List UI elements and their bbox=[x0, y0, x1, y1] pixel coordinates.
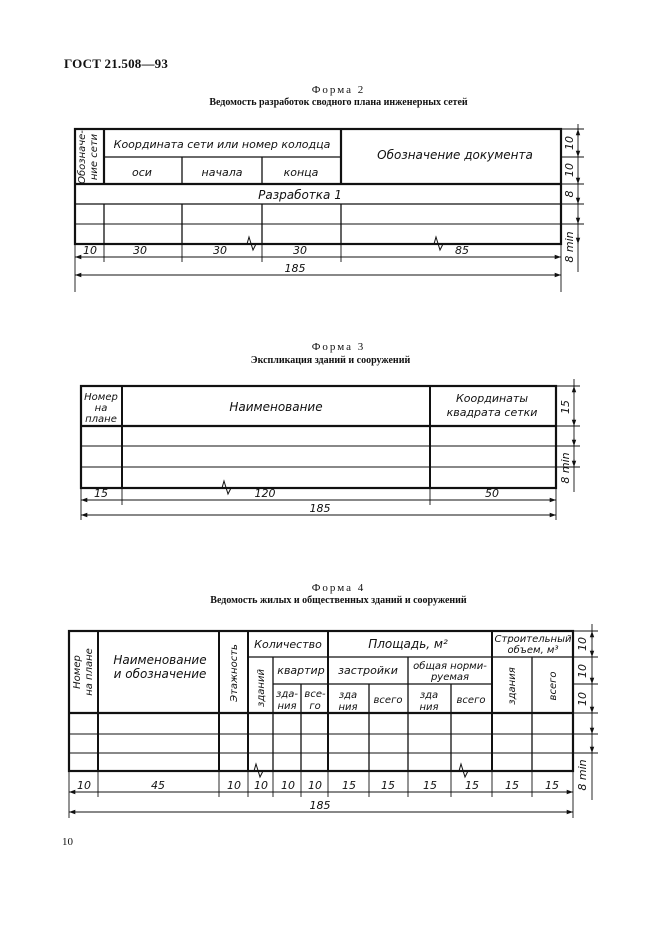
document-code: ГОСТ 21.508—93 bbox=[64, 56, 169, 71]
form2-col-coordinate: Координата сети или номер колодца bbox=[113, 138, 331, 151]
form4-col-vol-building: здания bbox=[507, 667, 518, 705]
form4-height-4: 8 min bbox=[576, 759, 589, 791]
form4-col-apartments: квартир bbox=[277, 664, 325, 677]
form4-col-built-building-2: ния bbox=[338, 702, 358, 713]
form3-col-coords: Координаты bbox=[455, 392, 529, 405]
form2-width-4: 30 bbox=[293, 244, 307, 257]
form4-col-buildings: зданий bbox=[256, 669, 267, 707]
form4-width-6: 10 bbox=[308, 779, 322, 792]
form4-width-8: 15 bbox=[381, 779, 395, 792]
form2-width-1: 10 bbox=[83, 244, 97, 257]
form4-table bbox=[69, 631, 573, 771]
form2-section-row: Разработка 1 bbox=[258, 188, 342, 202]
form4-width-2: 45 bbox=[151, 779, 165, 792]
form4-col-name-2: и обозначение bbox=[113, 667, 207, 681]
form4-width-9: 15 bbox=[423, 779, 437, 792]
form2-col-designation-2: ние сети bbox=[89, 133, 100, 181]
form3-col-name: Наименование bbox=[229, 400, 323, 414]
form4-col-quantity: Количество bbox=[254, 638, 322, 651]
form3-col-number: Номер bbox=[84, 392, 118, 403]
form2-col-document: Обозначение документа bbox=[377, 148, 533, 162]
form2-col-designation: Обозначе- bbox=[77, 130, 88, 184]
form4-col-apt-total: все- bbox=[304, 689, 326, 700]
form3-width-1: 15 bbox=[94, 487, 108, 500]
form2-width-dimensions bbox=[75, 244, 561, 292]
form4-col-number-2: на плане bbox=[84, 648, 95, 696]
form4-col-volume: Строительный bbox=[494, 634, 572, 645]
form3-total-width: 185 bbox=[309, 502, 331, 515]
form2-label: Форма 2 bbox=[311, 84, 366, 96]
form4-width-5: 10 bbox=[281, 779, 295, 792]
form3-col-number-2: на bbox=[94, 403, 108, 414]
form3-height-2: 8 min bbox=[559, 452, 572, 484]
form4-total-width: 185 bbox=[309, 799, 331, 812]
form4-col-volume-2: объем, м³ bbox=[507, 645, 559, 656]
form4-col-norm-2: руемая bbox=[430, 672, 470, 683]
form2-title: Ведомость разработок сводного плана инженерных сетей bbox=[209, 97, 468, 108]
form4-col-apt-total-2: го bbox=[309, 701, 321, 712]
form3-width-2: 120 bbox=[254, 487, 276, 500]
form4-col-apt-building: зда- bbox=[276, 689, 298, 700]
form3-height-1: 15 bbox=[559, 400, 572, 414]
form4-width-12: 15 bbox=[545, 779, 559, 792]
form2-width-5: 85 bbox=[455, 244, 469, 257]
form4-width-7: 15 bbox=[342, 779, 356, 792]
form4-width-3: 10 bbox=[227, 779, 241, 792]
form4-col-norm-total: всего bbox=[456, 695, 486, 706]
form2-col-start: начала bbox=[201, 166, 243, 179]
form2-height-4: 8 min bbox=[563, 231, 576, 263]
form4-col-name: Наименование bbox=[113, 653, 207, 667]
form4-col-norm: общая норми- bbox=[413, 661, 487, 672]
form2-height-2: 10 bbox=[563, 163, 576, 177]
form4-col-built-building: зда bbox=[338, 690, 358, 701]
form3-title: Экспликация зданий и сооружений bbox=[250, 355, 411, 366]
form4-col-norm-building-2: ния bbox=[419, 702, 439, 713]
form4-width-1: 10 bbox=[77, 779, 91, 792]
form4-label: Форма 4 bbox=[311, 582, 366, 594]
form4-height-3: 10 bbox=[576, 692, 589, 706]
form4-height-2: 10 bbox=[576, 664, 589, 678]
form2-width-2: 30 bbox=[133, 244, 147, 257]
form2-total-width: 185 bbox=[284, 262, 306, 275]
form3-col-number-3: плане bbox=[85, 414, 117, 425]
form4-col-apt-building-2: ния bbox=[277, 701, 297, 712]
form4-col-built-total: всего bbox=[373, 695, 403, 706]
form4-width-4: 10 bbox=[254, 779, 268, 792]
page-number: 10 bbox=[62, 836, 73, 848]
form4-height-1: 10 bbox=[576, 637, 589, 651]
form4-col-floors: Этажность bbox=[229, 644, 240, 702]
form3-col-coords-2: квадрата сетки bbox=[446, 406, 538, 419]
form2-height-1: 10 bbox=[563, 136, 576, 150]
form4-width-10: 15 bbox=[465, 779, 479, 792]
form2-width-3: 30 bbox=[213, 244, 227, 257]
form4-width-11: 15 bbox=[505, 779, 519, 792]
form2-col-end: конца bbox=[283, 166, 319, 179]
form4-col-number: Номер bbox=[72, 655, 83, 689]
form4-col-vol-total: всего bbox=[548, 671, 559, 701]
form4-col-norm-building: зда bbox=[419, 690, 439, 701]
form3-label: Форма 3 bbox=[311, 341, 366, 353]
form4-title: Ведомость жилых и общественных зданий и сооружений bbox=[210, 595, 467, 606]
form2-col-axis: оси bbox=[132, 166, 152, 179]
form4-col-built: застройки bbox=[338, 664, 398, 677]
form2-height-3: 8 bbox=[563, 190, 576, 198]
form4-col-area: Площадь, м² bbox=[368, 637, 448, 651]
form3-width-3: 50 bbox=[485, 487, 499, 500]
